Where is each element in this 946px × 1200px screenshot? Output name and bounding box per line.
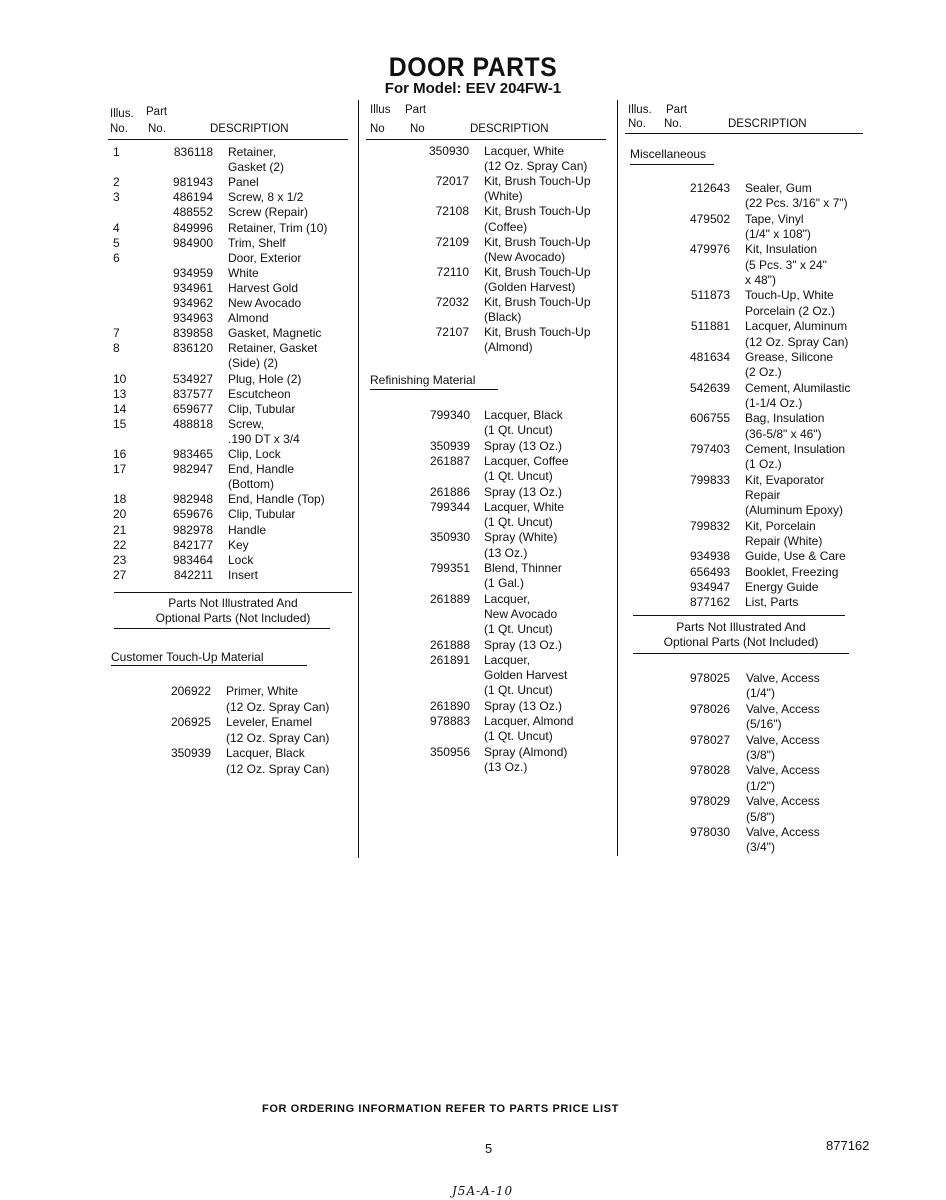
row-part-no: 261890 [429, 698, 470, 713]
row-description: Spray (13 Oz.) [484, 698, 563, 713]
row-description: Screw, 8 x 1/2 [228, 190, 304, 205]
row-part-no: 481634 [689, 349, 730, 364]
row-description: (New Avocado) [484, 249, 566, 264]
row-description: Panel [228, 175, 259, 190]
row-description: (12 Oz. Spray Can) [745, 334, 849, 349]
row-description: Lacquer, Almond [484, 714, 574, 728]
header-no-part: No. [148, 123, 166, 135]
row-description: Lock [228, 552, 254, 567]
row-description: Porcelain (2 Oz.) [745, 303, 836, 318]
row-illus-no: 8 [113, 341, 120, 356]
row-part-no: 659676 [172, 507, 213, 522]
row-description: Key [228, 537, 249, 552]
row-description: (1 Gal.) [484, 576, 525, 591]
row-description: Door, Exterior [228, 250, 302, 265]
row-part-no: 978883 [429, 714, 470, 728]
row-description: Retainer, [228, 145, 277, 159]
row-description: Clip, Tubular [228, 507, 296, 522]
row-description: (1 Qt. Uncut) [484, 469, 553, 484]
row-part-no: 849996 [172, 220, 213, 235]
row-description: (12 Oz. Spray Can) [226, 699, 330, 714]
row-description: Spray (13 Oz.) [484, 637, 563, 652]
header-illus: Illus. [628, 104, 652, 116]
model-subtitle: For Model: EEV 204FW-1 [384, 80, 562, 97]
row-part-no: 350956 [429, 744, 470, 759]
section-miscellaneous: Miscellaneous [630, 147, 707, 161]
row-illus-no: 23 [113, 552, 127, 567]
section-underline [370, 389, 498, 390]
row-description: (5/8") [746, 809, 775, 824]
row-description: Spray (13 Oz.) [484, 484, 563, 499]
row-part-no: 534927 [172, 371, 213, 386]
row-part-no: 799833 [689, 472, 730, 487]
row-part-no: 934963 [172, 311, 213, 326]
row-part-no: 542639 [689, 380, 730, 395]
row-description: Valve, Access [746, 794, 820, 809]
row-description: Escutcheon [228, 386, 291, 401]
note-underline [114, 628, 330, 629]
section-rule [633, 615, 845, 616]
row-description: Guide, Use & Care [745, 549, 846, 564]
row-part-no: 982948 [172, 492, 213, 507]
row-part-no: 261891 [429, 652, 470, 667]
row-description: Valve, Access [746, 701, 820, 716]
header-description: DESCRIPTION [470, 123, 549, 135]
row-description: Retainer, Gasket [228, 341, 318, 356]
note-underline [633, 653, 849, 654]
header-no-part: No [410, 123, 425, 135]
row-part-no: 799351 [429, 561, 470, 575]
row-part-no: 799344 [429, 499, 470, 514]
row-description: Kit, Brush Touch-Up [484, 264, 591, 279]
row-description: Touch-Up, White [745, 288, 834, 303]
row-description: End, Handle (Top) [228, 492, 325, 507]
row-description: Spray (13 Oz.) [484, 438, 563, 453]
row-part-no: 934961 [172, 280, 213, 295]
row-part-no: 206922 [170, 684, 211, 698]
row-illus-no: 13 [113, 386, 127, 401]
row-description: (1/4" x 108") [745, 227, 811, 242]
note-line-1: Parts Not Illustrated And [168, 596, 298, 610]
row-description: Energy Guide [745, 580, 819, 595]
row-description: Kit, Insulation [745, 242, 818, 257]
row-part-no: 799340 [429, 408, 470, 422]
header-part: Part [146, 106, 168, 118]
header-description: DESCRIPTION [210, 123, 289, 135]
row-part-no: 488818 [172, 416, 213, 431]
row-description: Valve, Access [746, 763, 820, 778]
note-line-1: Parts Not Illustrated And [676, 620, 806, 634]
row-part-no: 479976 [689, 242, 730, 257]
row-description: (3/8") [746, 748, 775, 762]
row-description: (12 Oz. Spray Can) [226, 761, 330, 776]
row-description: Primer, White [226, 684, 299, 698]
row-part-no: 842177 [172, 537, 213, 552]
row-part-no: 978027 [689, 732, 730, 747]
row-description: .190 DT x 3/4 [228, 431, 300, 446]
row-part-no: 261888 [429, 637, 470, 652]
row-description: Clip, Tubular [228, 401, 296, 416]
row-description: (3/4") [746, 840, 775, 855]
row-part-no: 72017 [435, 174, 469, 189]
row-part-no: 978030 [689, 825, 730, 839]
row-description: (Bottom) [228, 477, 275, 492]
row-description: Golden Harvest [484, 668, 568, 683]
row-part-no: 72107 [435, 325, 469, 340]
row-description: Almond [228, 311, 269, 326]
row-description: (1/4") [746, 686, 775, 701]
row-description: Kit, Brush Touch-Up [484, 174, 591, 189]
row-part-no: 72109 [435, 234, 469, 249]
row-illus-no: 27 [113, 567, 127, 582]
section-underline [630, 164, 714, 165]
row-illus-no: 2 [113, 175, 120, 190]
row-description: Gasket, Magnetic [228, 326, 322, 341]
header-part: Part [666, 104, 688, 116]
row-illus-no: 20 [113, 507, 127, 522]
row-part-no: 978026 [689, 701, 730, 716]
row-description: (1 Qt. Uncut) [484, 515, 553, 530]
row-description: Leveler, Enamel [226, 715, 313, 729]
row-part-no: 981943 [172, 175, 213, 190]
row-part-no: 261886 [429, 484, 470, 499]
row-description: (1/2") [746, 778, 775, 793]
row-description: Lacquer, [484, 652, 531, 667]
row-illus-no: 15 [113, 416, 127, 431]
row-part-no: 72032 [435, 295, 469, 309]
row-description: Kit, Brush Touch-Up [484, 204, 591, 219]
page-number: 5 [485, 1141, 493, 1156]
row-illus-no: 1 [113, 145, 120, 159]
row-description: Harvest Gold [228, 280, 299, 295]
row-description: White [228, 265, 259, 280]
row-illus-no: 10 [113, 371, 127, 386]
row-description: New Avocado [484, 606, 558, 621]
row-description: (Golden Harvest) [484, 279, 576, 294]
row-part-no: 836118 [173, 145, 213, 159]
row-part-no: 842211 [173, 567, 213, 582]
row-description: Cement, Insulation [745, 441, 846, 456]
row-description: (1 Qt. Uncut) [484, 423, 553, 438]
row-part-no: 877162 [689, 595, 730, 610]
row-description: Grease, Silicone [745, 349, 834, 364]
row-description: Screw (Repair) [228, 205, 309, 220]
header-description: DESCRIPTION [728, 118, 807, 130]
row-description: End, Handle [228, 462, 295, 477]
row-description: Valve, Access [746, 825, 820, 839]
row-description: Sealer, Gum [745, 181, 812, 195]
row-part-no: 486194 [172, 190, 213, 205]
row-description: (Aluminum Epoxy) [745, 503, 844, 518]
row-description: List, Parts [745, 595, 799, 610]
row-description: Valve, Access [746, 732, 820, 747]
header-rule [108, 139, 348, 140]
row-description: (22 Pcs. 3/16" x 7") [745, 196, 848, 211]
row-part-no: 72108 [435, 204, 469, 219]
row-description: Retainer, Trim (10) [228, 220, 328, 235]
row-illus-no: 16 [113, 447, 127, 461]
row-description: x 48") [745, 273, 776, 288]
row-description: (5/16") [746, 717, 782, 732]
row-part-no: 978029 [689, 794, 730, 809]
row-description: (13 Oz.) [484, 759, 528, 774]
row-description: (Almond) [484, 340, 533, 355]
row-description: Trim, Shelf [228, 235, 286, 250]
row-part-no: 72110 [436, 264, 469, 279]
row-description: (1 Oz.) [745, 457, 782, 472]
row-part-no: 261889 [429, 591, 470, 606]
row-description: Gasket (2) [228, 160, 285, 175]
header-no-illus: No. [110, 123, 128, 135]
row-description: Kit, Brush Touch-Up [484, 234, 591, 249]
row-description: (5 Pcs. 3" x 24" [745, 257, 827, 272]
row-part-no: 212643 [689, 181, 730, 195]
row-description: Screw, [228, 416, 265, 431]
row-description: (White) [484, 189, 523, 204]
section-rule [114, 592, 352, 593]
header-no-illus: No [370, 123, 385, 135]
row-part-no: 799832 [689, 518, 730, 533]
row-illus-no: 5 [113, 235, 120, 250]
header-illus: Illus [370, 104, 391, 116]
row-part-no: 659677 [172, 401, 213, 416]
row-description: Repair (White) [745, 534, 823, 549]
row-description: New Avocado [228, 296, 302, 310]
header-rule [366, 139, 606, 140]
row-part-no: 934959 [172, 265, 213, 280]
row-illus-no: 3 [113, 190, 120, 205]
section-customer-touch-up: Customer Touch-Up Material [111, 650, 264, 664]
row-description: Spray (White) [484, 530, 558, 545]
row-part-no: 206925 [170, 715, 211, 729]
row-description: (2 Oz.) [745, 365, 782, 380]
row-part-no: 511873 [690, 288, 730, 303]
header-rule [625, 133, 863, 134]
row-description: (Black) [484, 310, 522, 325]
row-illus-no: 14 [113, 401, 127, 416]
header-part: Part [405, 104, 427, 116]
row-part-no: 656493 [689, 564, 730, 579]
row-description: Cement, Alumilastic [745, 380, 851, 395]
row-description: Kit, Evaporator [745, 472, 825, 487]
row-illus-no: 7 [113, 326, 120, 341]
row-part-no: 261887 [429, 453, 470, 468]
row-description: Lacquer, [484, 591, 531, 606]
column-divider-1 [358, 100, 359, 858]
header-no-part: No. [664, 118, 682, 130]
row-description: Spray (Almond) [484, 744, 568, 759]
row-part-no: 978028 [689, 763, 730, 778]
row-part-no: 511881 [690, 319, 730, 334]
row-description: Lacquer, White [484, 144, 565, 158]
row-description: Kit, Brush Touch-Up [484, 325, 591, 340]
header-illus: Illus. [110, 108, 134, 120]
row-description: Lacquer, Coffee [484, 453, 569, 468]
row-description: (36-5/8" x 46") [745, 426, 822, 441]
row-description: (1 Qt. Uncut) [484, 622, 553, 637]
row-description: Repair [745, 488, 781, 502]
row-part-no: 479502 [689, 211, 730, 226]
row-description: Lacquer, Black [226, 746, 305, 760]
note-line-2: Optional Parts (Not Included) [663, 635, 819, 649]
row-description: Lacquer, Aluminum [745, 319, 848, 334]
row-part-no: 934947 [689, 580, 730, 595]
section-underline [111, 665, 307, 666]
row-description: Kit, Porcelain [745, 518, 816, 533]
row-illus-no: 21 [113, 522, 127, 537]
row-description: Plug, Hole (2) [228, 371, 302, 386]
row-part-no: 934938 [689, 549, 730, 564]
row-part-no: 983465 [172, 447, 213, 461]
row-description: Clip, Lock [228, 447, 281, 461]
row-description: (Coffee) [484, 219, 528, 234]
row-part-no: 488552 [172, 205, 213, 220]
header-no-illus: No. [628, 118, 646, 130]
column-divider-2 [617, 100, 618, 856]
row-description: (12 Oz. Spray Can) [484, 159, 588, 174]
note-line-2: Optional Parts (Not Included) [155, 611, 311, 625]
row-part-no: 978025 [689, 671, 730, 685]
row-illus-no: 6 [113, 250, 120, 265]
row-description: Lacquer, Black [484, 408, 563, 422]
row-illus-no: 4 [113, 220, 120, 235]
row-description: Lacquer, White [484, 499, 565, 514]
row-description: (Side) (2) [228, 356, 279, 371]
row-description: Valve, Access [746, 671, 820, 685]
row-description: Tape, Vinyl [745, 211, 804, 226]
section-refinishing-material: Refinishing Material [370, 373, 476, 387]
handwritten-code: J5A-A-10 [452, 1184, 514, 1198]
row-description: Bag, Insulation [745, 411, 825, 426]
row-part-no: 350930 [429, 530, 470, 545]
row-part-no: 983464 [172, 552, 213, 567]
row-description: (1 Qt. Uncut) [484, 729, 553, 744]
row-description: Kit, Brush Touch-Up [484, 295, 591, 309]
ordering-info: FOR ORDERING INFORMATION REFER TO PARTS PRICE LIST [262, 1103, 619, 1115]
row-description: Booklet, Freezing [745, 564, 839, 579]
row-part-no: 839858 [172, 326, 213, 341]
row-part-no: 350930 [428, 144, 469, 158]
row-part-no: 982978 [172, 522, 213, 537]
page-title: DOOR PARTS [388, 52, 558, 82]
row-illus-no: 22 [113, 537, 127, 552]
row-description: Blend, Thinner [484, 561, 562, 575]
row-description: Insert [228, 567, 259, 582]
row-part-no: 984900 [172, 235, 213, 250]
row-part-no: 934962 [172, 296, 213, 310]
doc-number: 877162 [826, 1138, 870, 1153]
row-part-no: 350939 [429, 438, 470, 453]
row-description: (12 Oz. Spray Can) [226, 730, 330, 745]
row-part-no: 606755 [689, 411, 730, 426]
row-part-no: 836120 [172, 341, 213, 356]
row-illus-no: 18 [113, 492, 127, 507]
row-illus-no: 17 [113, 462, 127, 477]
row-description: (13 Oz.) [484, 545, 528, 560]
row-description: (1 Qt. Uncut) [484, 683, 553, 698]
row-part-no: 797403 [689, 441, 730, 456]
row-part-no: 982947 [172, 462, 213, 477]
row-description: Handle [228, 522, 267, 537]
row-part-no: 837577 [172, 386, 213, 401]
row-part-no: 350939 [170, 746, 211, 760]
row-description: (1-1/4 Oz.) [745, 395, 803, 410]
